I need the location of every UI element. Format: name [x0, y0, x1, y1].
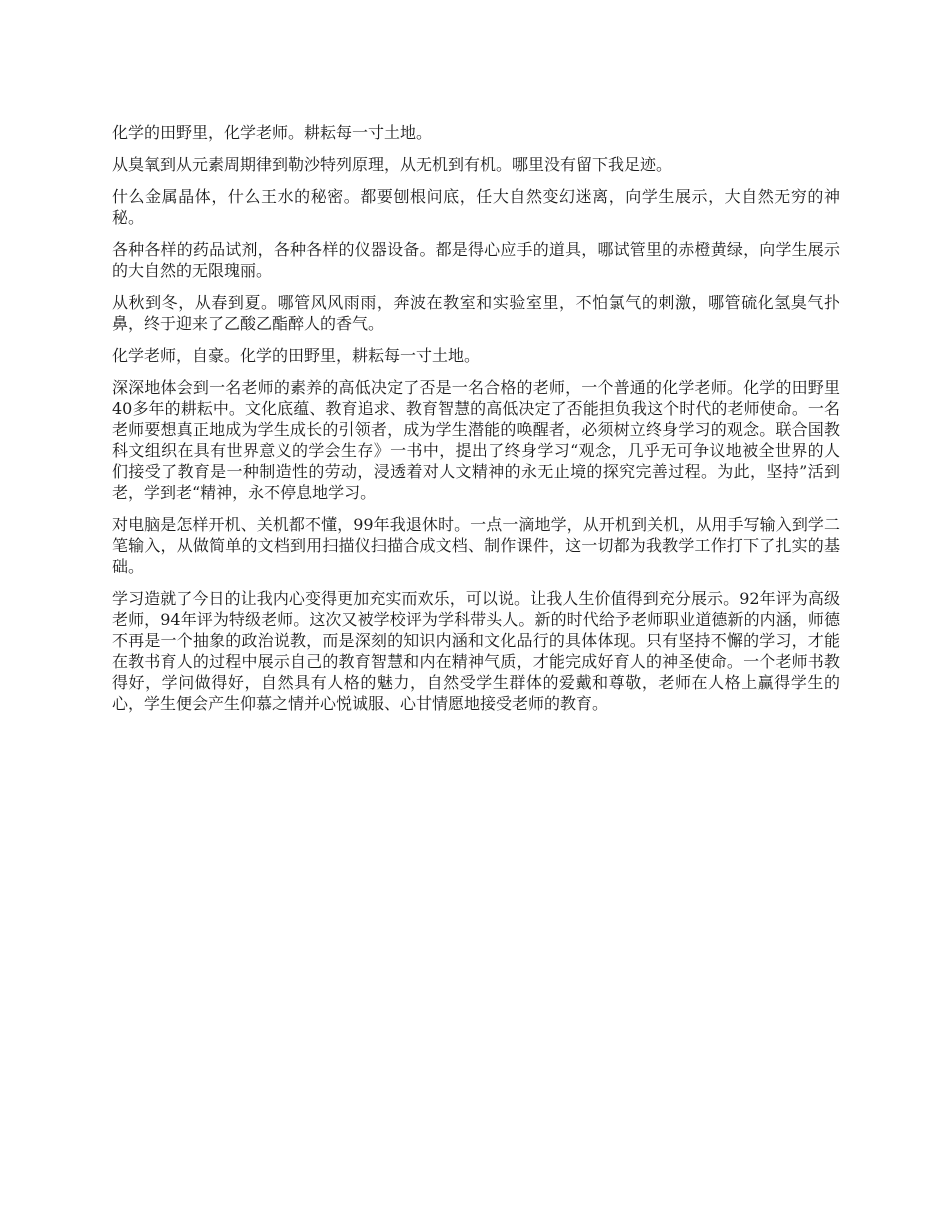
paragraph-3: 什么金属晶体，什么王水的秘密。都要刨根问底，任大自然变幻迷离，向学生展示，大自然无穷的神秘。 — [112, 187, 840, 227]
paragraph-1: 化学的田野里，化学老师。耕耘每一寸土地。 — [112, 123, 433, 142]
paragraph-2: 从臭氧到从元素周期律到勒沙特列原理，从无机到有机。哪里没有留下我足迹。 — [112, 155, 673, 174]
paragraph-8: 对电脑是怎样开机、关机都不懂，99年我退休时。一点一滴地学，从开机到关机，从用手写输入到学二笔输入，从做简单的文档到用扫描仪扫描合成文档、制作课件，这一切都为我教学工作打下了扎实的基础。 — [112, 515, 840, 576]
paragraph-5: 从秋到冬，从春到夏。哪管风风雨雨，奔波在教室和实验室里，不怕氯气的刺激，哪管硫化氢臭气扑鼻，终于迎来了乙酸乙酯醉人的香气。 — [112, 293, 840, 333]
paragraph-4: 各种各样的药品试剂，各种各样的仪器设备。都是得心应手的道具，哪试管里的赤橙黄绿，向学生展示的大自然的无限瑰丽。 — [112, 240, 840, 280]
paragraph-9: 学习造就了今日的让我内心变得更加充实而欢乐，可以说。让我人生价值得到充分展示。92年评为高级老师，94年评为特级老师。这次又被学校评为学科带头人。新的时代给予老师职业道德新的内涵，师德不再是一个抽象的政治说教，而是深刻的知识内涵和文化品行的具体体现。只有坚持不懈的学习，才能在教书育人的过程中展示自己的教育智慧和内在精神气质，才能完成好育人的神圣使命。一个老师书教得好，学问做得好，自然具有人格的魅力，自然受学生群体的爱戴和尊敬，老师在人格上赢得学生的心，学生便会产生仰慕之情并心悦诚服、心甘情愿地接受老师的教育。 — [112, 589, 840, 713]
document-body — [112, 122, 840, 725]
paragraph-6: 化学老师，自豪。化学的田野里，耕耘每一寸土地。 — [112, 346, 481, 365]
paragraph-7: 深深地体会到一名老师的素养的高低决定了否是一名合格的老师，一个普通的化学老师。化学的田野里40多年的耕耘中。文化底蕴、教育追求、教育智慧的高低决定了否能担负我这个时代的老师使命。一名老师要想真正地成为学生成长的引领者，成为学生潜能的唤醒者，必须树立终身学习的观念。联合国教科文组织在具有世界意义的学会生存》一书中，提出了终身学习“观念，几乎无可争议地被全世界的人们接受了教育是一种制造性的劳动，浸透着对人文精神的永无止境的探究完善过程。为此，坚持”活到老，学到老“精神，永不停息地学习。 — [112, 378, 840, 502]
